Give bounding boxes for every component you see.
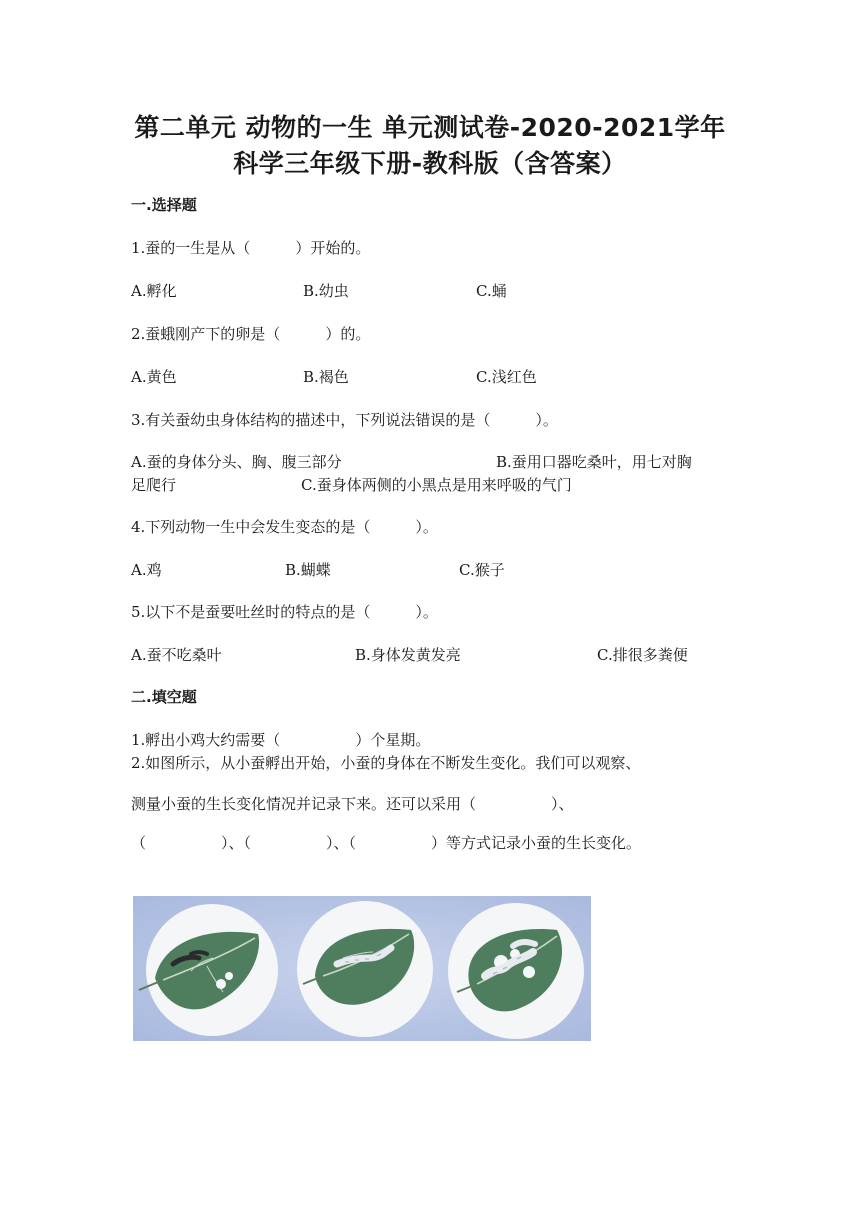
question-1-option-b: B.幼虫 xyxy=(303,282,349,300)
question-3-option-b-continued: 足爬行 xyxy=(131,476,177,494)
question-1-stem: 1.蚕的一生是从（ ）开始的。 xyxy=(131,239,371,257)
question-4-option-c: C.猴子 xyxy=(459,561,505,579)
question-3-option-c: C.蚕身体两侧的小黑点是用来呼吸的气门 xyxy=(301,476,572,494)
silkworm-illustration xyxy=(133,896,591,1041)
plate-2 xyxy=(297,901,433,1037)
question-3-option-a: A.蚕的身体分头、胸、腹三部分 xyxy=(131,453,342,471)
fill-question-2-line-2: 测量小蚕的生长变化情况并记录下来。还可以采用（ ）、 xyxy=(131,795,574,813)
question-2-option-a: A.黄色 xyxy=(131,368,177,386)
section-heading-fill: 二.填空题 xyxy=(131,688,197,706)
question-4-option-b: B.蝴蝶 xyxy=(285,561,331,579)
plate-3 xyxy=(448,903,584,1039)
question-5-option-c: C.排很多粪便 xyxy=(597,646,688,664)
fill-question-2-line-3: （ ）、（ ）、（ ）等方式记录小蚕的生长变化。 xyxy=(131,834,642,852)
question-2-stem: 2.蚕蛾刚产下的卵是（ ）的。 xyxy=(131,325,371,343)
plate-1-silkworm-2 xyxy=(191,952,207,954)
question-1-option-a: A.孵化 xyxy=(131,282,177,300)
section-heading-choice: 一.选择题 xyxy=(131,196,197,214)
fill-question-2-line-1: 2.如图所示，从小蚕孵出开始，小蚕的身体在不断发生变化。我们可以观察、 xyxy=(131,754,641,772)
question-4-stem: 4.下列动物一生中会发生变态的是（ ）。 xyxy=(131,518,438,536)
question-5-stem: 5.以下不是蚕要吐丝时的特点的是（ ）。 xyxy=(131,603,438,621)
question-5-option-b: B.身体发黄发亮 xyxy=(355,646,461,664)
fill-question-1: 1.孵出小鸡大约需要（ ）个星期。 xyxy=(131,731,431,749)
question-3-stem: 3.有关蚕幼虫身体结构的描述中，下列说法错误的是（ ）。 xyxy=(131,411,558,429)
question-2-option-c: C.浅红色 xyxy=(476,368,537,386)
question-2-option-b: B.褐色 xyxy=(303,368,349,386)
silkworm-growth-figure xyxy=(133,896,591,1041)
title-line-2: 科学三年级下册-教科版（含答案） xyxy=(233,149,627,178)
question-3-option-b: B.蚕用口器吃桑叶，用七对胸 xyxy=(496,453,692,471)
question-4-option-a: A.鸡 xyxy=(131,561,162,579)
title-line-1: 第二单元 动物的一生 单元测试卷-2020-2021学年 xyxy=(134,113,726,142)
question-1-option-c: C.蛹 xyxy=(476,282,507,300)
question-5-option-a: A.蚕不吃桑叶 xyxy=(131,646,222,664)
